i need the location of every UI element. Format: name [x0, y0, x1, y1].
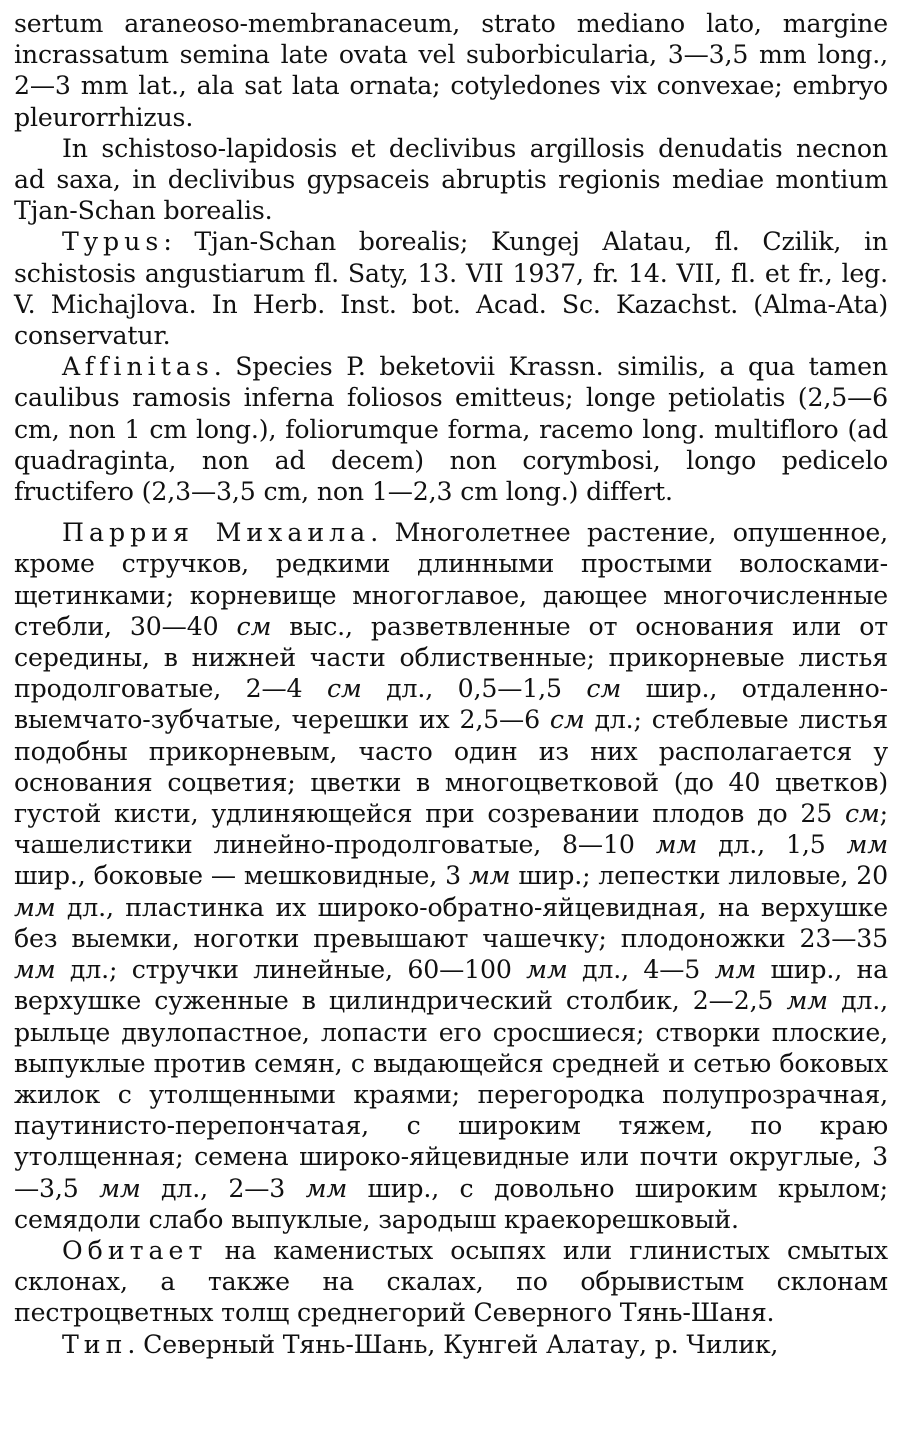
- russian-text: ; чашелистики линейно-продолговатые, 8—10: [14, 799, 888, 860]
- type-heading: Тип: [62, 1329, 128, 1359]
- latin-affinitas-paragraph: [14, 351, 888, 507]
- unit-mm: мм: [714, 955, 757, 985]
- russian-description-paragraph: [14, 517, 888, 1235]
- russian-text: . Многолетнее растение, опушенное, кроме стручков, редкими длинными простыми волосками-щетинками; корневище многоглавое, дающее многочисленные стебли, 30—40: [14, 518, 888, 641]
- latin-habitat-paragraph: [14, 133, 888, 227]
- latin-text: . Species P. beketovii Krassn. similis, a qua tamen caulibus ramosis inferna foliosos emitteus; longe petiolatis (2,5—6 cm, non 1 cm long.), foliorumque forma, racemo long. multifloro (ad quadraginta, non ad decem) non corymbosi, longo pedicelo fructifero (2,3—3,5 cm, non 1—2,3 cm long.) differt.: [14, 352, 888, 507]
- russian-text: шир., с довольно широким крылом; семядоли слабо выпуклые, зародыш краекорешковый.: [14, 1173, 888, 1234]
- latin-text: sertum araneoso-membranaceum, strato mediano lato, margine incrassatum semina late ovata vel suborbicularia, 3—3,5 mm long., 2—3 mm lat., ala sat lata ornata; cotyledones vix convexae; embryo pleurorrhizus.: [14, 9, 888, 132]
- russian-text: дл.; стеблевые листья подобны прикорневым, часто один из них располагается у основания соцветия; цветки в многоцветковой (до 40 цветков) густой кисти, удлиняющейся при созревании плодов до 25: [14, 705, 888, 829]
- unit-mm: мм: [526, 955, 568, 985]
- russian-text: дл., 0,5—1,5: [361, 674, 587, 704]
- unit-mm: мм: [99, 1173, 141, 1203]
- unit-mm: мм: [786, 986, 828, 1016]
- unit-sm: см: [549, 705, 585, 735]
- russian-text: дл., рыльце двулопастное, лопасти его сросшиеся; створки плоские, выпуклые против семян, с выдающейся средней и сетью боковых жилок с утолщенными краями; перегородка полупрозрачная, паутинисто-перепончатая, с широким тяжем, по краю утолщенная; семена широко-яйцевидные или почти округлые, 3—3,5: [14, 986, 888, 1203]
- unit-sm: см: [844, 799, 880, 829]
- unit-sm: см: [586, 674, 622, 704]
- typus-heading: Typus: [62, 227, 164, 257]
- russian-text: дл., 2—3: [140, 1173, 306, 1203]
- unit-mm: мм: [846, 830, 888, 860]
- unit-mm: мм: [468, 861, 511, 891]
- latin-text: In schistoso-lapidosis et declivibus argillosis denudatis necnon ad saxa, in declivibus gypsaceis abruptis regionis mediae montium Tjan-Schan borealis.: [14, 133, 888, 226]
- russian-text: дл., пластинка их широко-обратно-яйцевидная, на верхушке без выемки, ноготки превышают чашечку; плодоножки 23—35: [14, 892, 888, 953]
- unit-sm: см: [326, 674, 362, 704]
- russian-text: шир.; лепестки лиловые, 20: [510, 861, 888, 891]
- russian-text: шир., боковые — мешковидные, 3: [14, 861, 469, 891]
- russian-type-paragraph: [14, 1329, 888, 1360]
- russian-habitat-paragraph: [14, 1235, 888, 1329]
- species-name-heading: Паррия Михаила: [62, 518, 371, 548]
- unit-mm: мм: [305, 1173, 348, 1203]
- unit-sm: см: [236, 611, 272, 641]
- russian-text: . Северный Тянь-Шань, Кунгей Алатау, р. Чилик,: [127, 1329, 779, 1359]
- russian-text: на каменистых осыпях или глинистых смытых склонах, а также на скалах, по обрывистым склонам пестроцветных толщ среднегорий Северного Тянь-Шаня.: [14, 1235, 888, 1328]
- latin-description-continuation: [14, 8, 888, 133]
- russian-text: шир., отдаленно-выемчато-зубчатые, черешки их 2,5—6: [14, 674, 888, 735]
- russian-text: выс., разветвленные от основания или от середины, в нижней части облиственные; прикорневые листья продолговатые, 2—4: [14, 611, 888, 704]
- russian-text: шир., на верхушке суженные в цилиндрический столбик, 2—2,5: [14, 955, 888, 1016]
- unit-mm: мм: [14, 892, 56, 922]
- russian-text: дл.; стручки линейные, 60—100: [55, 955, 527, 985]
- russian-text: дл., 1,5: [697, 830, 847, 860]
- unit-mm: мм: [655, 830, 698, 860]
- affinitas-heading: Affinitas: [62, 352, 214, 382]
- russian-text: дл., 4—5: [567, 955, 715, 985]
- habitat-heading: Обитает: [62, 1235, 208, 1265]
- latin-typus-paragraph: [14, 226, 888, 351]
- unit-mm: мм: [14, 955, 56, 985]
- latin-text: : Tjan-Schan borealis; Kungej Alatau, fl. Czilik, in schistosis angustiarum fl. Saty, 13. VII 1937, fr. 14. VII, fl. et fr., leg. V. Michajlova. In Herb. Inst. bot. Acad. Sc. Kazachst. (Alma-Ata) conservatur.: [14, 227, 888, 351]
